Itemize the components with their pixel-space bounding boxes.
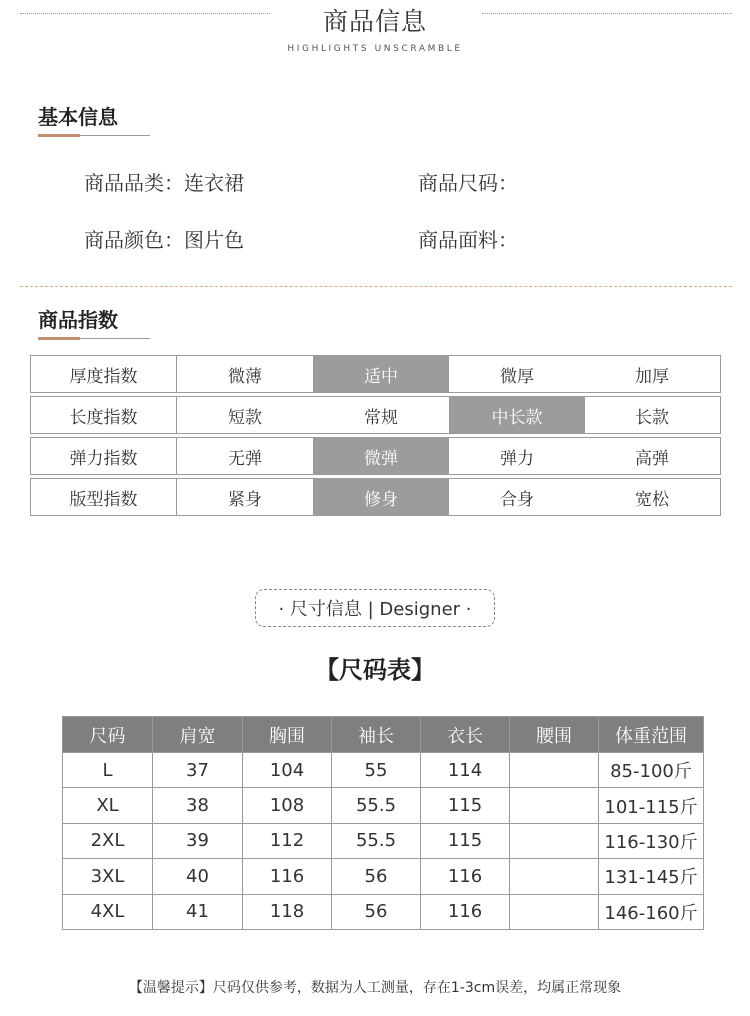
table-row (63, 823, 704, 858)
info-field-color (84, 224, 244, 253)
index-option: 微薄 (228, 366, 262, 387)
index-row-thickness (30, 355, 721, 393)
column-header: 胸围 (243, 717, 332, 753)
table-cell: 112 (243, 823, 332, 858)
column-header: 袖长 (332, 717, 421, 753)
index-option: 加厚 (635, 366, 669, 387)
index-row-label: 长度指数 (31, 397, 177, 433)
info-field-label: 商品尺码： (418, 171, 518, 195)
table-row (63, 894, 704, 929)
table-cell (510, 823, 599, 858)
index-option: 合身 (500, 489, 534, 510)
table-cell: 104 (243, 753, 332, 788)
size-table-header-row (63, 717, 704, 753)
index-row-fit (30, 478, 721, 516)
info-field-value: 图片色 (184, 228, 244, 252)
index-row-elasticity (30, 437, 721, 475)
index-option: 紧身 (228, 489, 262, 510)
index-option: 微厚 (500, 366, 534, 387)
column-header: 尺码 (63, 717, 153, 753)
table-cell (510, 753, 599, 788)
table-cell: 38 (153, 788, 243, 823)
table-cell: 101-115斤 (599, 788, 704, 823)
table-cell: 114 (421, 753, 510, 788)
table-cell: 2XL (63, 823, 153, 858)
table-cell: 108 (243, 788, 332, 823)
table-row (63, 788, 704, 823)
table-cell: L (63, 753, 153, 788)
table-cell (510, 894, 599, 929)
table-cell: 115 (421, 823, 510, 858)
table-cell: 115 (421, 788, 510, 823)
product-index-underline-accent (38, 337, 80, 340)
index-row-label: 弹力指数 (31, 438, 177, 474)
table-cell: 56 (332, 859, 421, 894)
info-field-value: 连衣裙 (184, 171, 244, 195)
index-option: 常规 (364, 407, 398, 428)
page-title: 商品信息 (322, 7, 427, 36)
basic-info-underline-accent (38, 134, 80, 137)
table-cell: 55.5 (332, 823, 421, 858)
table-cell: 131-145斤 (599, 859, 704, 894)
table-cell: 85-100斤 (599, 753, 704, 788)
table-cell: 4XL (63, 894, 153, 929)
page-subtitle: HIGHLIGHTS UNSCRAMBLE (287, 44, 463, 54)
info-field-size (418, 167, 518, 196)
table-cell: XL (63, 788, 153, 823)
index-row-label: 厚度指数 (31, 356, 177, 392)
footnote: 【温馨提示】尺码仅供参考，数据为人工测量，存在1-3cm误差，均属正常现象 (128, 980, 622, 996)
table-cell: 116 (421, 894, 510, 929)
index-option: 微弹 (313, 438, 449, 474)
index-option: 高弹 (635, 448, 669, 469)
table-cell: 37 (153, 753, 243, 788)
index-option: 弹力 (500, 448, 534, 469)
table-cell (510, 859, 599, 894)
table-cell: 39 (153, 823, 243, 858)
column-header: 体重范围 (599, 717, 704, 753)
index-option: 无弹 (228, 448, 262, 469)
size-chart-title: 【尺码表】 (315, 656, 435, 684)
table-cell: 116 (421, 859, 510, 894)
index-option: 短款 (228, 407, 262, 428)
info-field-fabric (418, 224, 518, 253)
size-info-tag: · 尺寸信息 | Designer · (255, 589, 495, 627)
info-field-category (84, 167, 244, 196)
index-option: 长款 (635, 407, 669, 428)
table-cell: 55 (332, 753, 421, 788)
column-header: 腰围 (510, 717, 599, 753)
index-option: 中长款 (449, 397, 585, 433)
table-cell: 146-160斤 (599, 894, 704, 929)
index-option: 适中 (313, 356, 449, 392)
info-field-label: 商品品类： (84, 171, 184, 195)
info-field-label: 商品面料： (418, 228, 518, 252)
info-field-label: 商品颜色： (84, 228, 184, 252)
basic-info-heading: 基本信息 (38, 105, 118, 129)
table-cell: 41 (153, 894, 243, 929)
table-row (63, 859, 704, 894)
table-cell: 116 (243, 859, 332, 894)
section-divider (20, 286, 732, 287)
column-header: 衣长 (421, 717, 510, 753)
column-header: 肩宽 (153, 717, 243, 753)
table-cell: 40 (153, 859, 243, 894)
table-cell: 55.5 (332, 788, 421, 823)
index-option: 宽松 (635, 489, 669, 510)
table-cell: 116-130斤 (599, 823, 704, 858)
product-index-heading: 商品指数 (38, 308, 118, 332)
table-row (63, 753, 704, 788)
index-option: 修身 (313, 479, 449, 515)
index-row-length (30, 396, 721, 434)
table-cell (510, 788, 599, 823)
size-table (62, 716, 704, 930)
table-cell: 118 (243, 894, 332, 929)
table-cell: 3XL (63, 859, 153, 894)
table-cell: 56 (332, 894, 421, 929)
index-row-label: 版型指数 (31, 479, 177, 515)
